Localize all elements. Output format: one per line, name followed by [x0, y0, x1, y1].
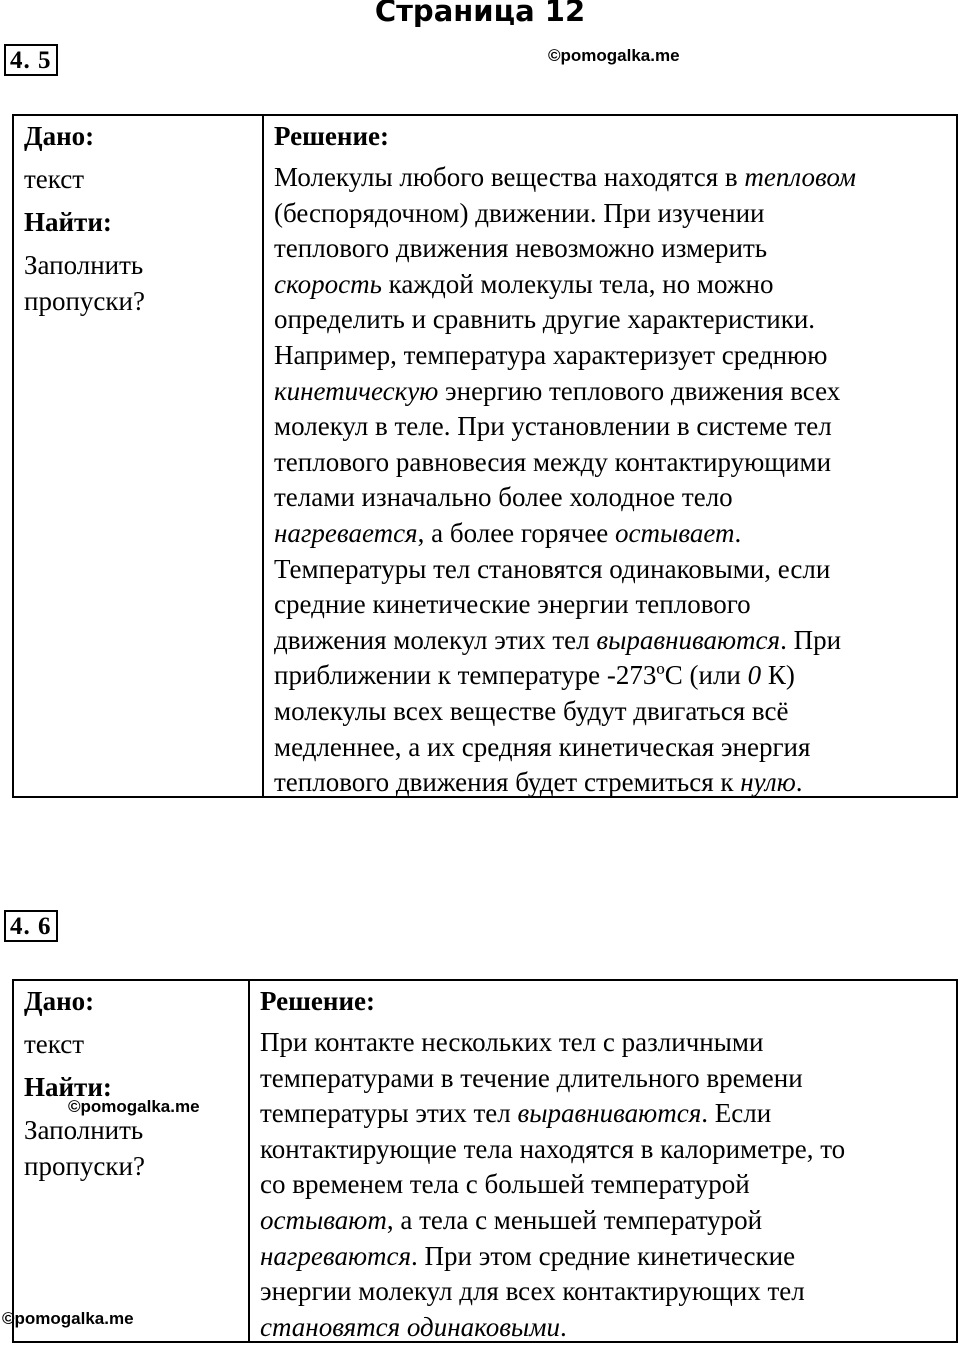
solution-line [274, 730, 946, 766]
text-run: Молекулы любого вещества находятся в [274, 162, 745, 192]
given-label: Дано: [24, 986, 95, 1016]
solution-line [260, 1132, 946, 1168]
text-run: Например, температура характеризует среднюю [274, 339, 828, 370]
find-value-line: Заполнить [24, 250, 144, 280]
solution-line [274, 516, 946, 552]
text-run: . При [780, 624, 842, 655]
solution-line [260, 1239, 946, 1275]
solution-line [260, 1203, 946, 1239]
italic-term: выравниваются [596, 624, 781, 655]
find-value-line: Заполнить [24, 1115, 144, 1145]
solution-column [264, 116, 956, 796]
task-number: 4. 5 [4, 44, 58, 76]
solution-line [274, 374, 946, 410]
solution-line [274, 267, 946, 303]
text-run: контактирующие тела находятся в калориметре, то [260, 1133, 846, 1164]
text-run: К) [761, 660, 795, 691]
solution-line [274, 445, 946, 481]
text-run: определить и сравнить другие характеристики. [274, 304, 816, 335]
text-run: молекулы всех веществе будут двигаться всё [274, 695, 789, 726]
text-run: каждой молекулы тела, но можно [381, 268, 774, 299]
text-run: теплового равновесия между контактирующими [274, 446, 832, 477]
task-table [12, 979, 958, 1343]
text-run: . [795, 767, 803, 798]
solution-line [260, 1096, 946, 1132]
text-run: . [734, 517, 742, 548]
solution-text [260, 1025, 946, 1345]
solution-line [274, 160, 946, 196]
text-run: со временем тела с большей температурой [260, 1169, 750, 1200]
text-run: движения молекул этих тел [274, 624, 597, 655]
italic-term: нулю [740, 767, 796, 798]
solution-line [274, 338, 946, 374]
solution-line [274, 623, 946, 659]
watermark: ©pomogalka.me [548, 46, 680, 65]
text-run: При контакте нескольких тел с различными [260, 1027, 764, 1057]
italic-term: выравниваются [517, 1098, 702, 1129]
solution-line [274, 302, 946, 338]
solution-line [274, 231, 946, 267]
solution-line [274, 658, 946, 694]
text-run: молекул в теле. При установлении в системе тел [274, 411, 832, 442]
text-run: температуры этих тел [260, 1098, 518, 1129]
watermark: ©pomogalka.me [2, 1309, 134, 1328]
solution-line [260, 1310, 946, 1345]
solution-label: Решение: [260, 986, 375, 1016]
text-run: , а более горячее [417, 517, 616, 548]
text-run: теплового движения невозможно измерить [274, 233, 768, 264]
text-run: . [559, 1311, 567, 1342]
text-run: приближении к температуре -273ºС (или [274, 660, 748, 691]
solution-line [274, 480, 946, 516]
page-title: Страница 12 [374, 0, 586, 28]
text-run: средние кинетические энергии теплового [274, 589, 751, 620]
solution-label: Решение: [274, 121, 389, 151]
solution-line [274, 694, 946, 730]
text-run: . При этом средние кинетические [411, 1240, 796, 1271]
text-run: (беспорядочном) движении. При изучении [274, 197, 765, 228]
solution-column [250, 981, 956, 1341]
given-column [14, 116, 264, 796]
text-run: энергии молекул для всех контактирующих тел [260, 1276, 805, 1307]
find-value-line: пропуски? [24, 1151, 145, 1181]
solution-text [274, 160, 946, 801]
solution-line [274, 587, 946, 623]
task-number: 4. 6 [4, 910, 58, 942]
text-run: теплового движения будет стремиться к [274, 767, 741, 798]
find-value-line: пропуски? [24, 286, 145, 316]
text-run: температурами в течение длительного времени [260, 1062, 803, 1093]
solution-line [260, 1061, 946, 1097]
text-run: телами изначально более холодное тело [274, 482, 733, 513]
text-run: медленнее, а их средняя кинетическая энергия [274, 731, 811, 762]
task-table [12, 114, 958, 798]
text-run: . Если [701, 1098, 772, 1129]
italic-term: 0 [747, 660, 762, 691]
given-label: Дано: [24, 121, 95, 151]
given-value: текст [24, 1029, 85, 1059]
given-value: текст [24, 164, 85, 194]
find-label: Найти: [24, 207, 112, 237]
solution-line [260, 1025, 946, 1061]
watermark: ©pomogalka.me [68, 1097, 200, 1116]
solution-line [274, 409, 946, 445]
text-run: Температуры тел становятся одинаковыми, если [274, 553, 831, 584]
italic-term: остывает [615, 517, 735, 548]
italic-term: остывают [260, 1204, 387, 1235]
text-run: , а тела с меньшей температурой [386, 1204, 763, 1235]
italic-term: скорость [274, 268, 382, 299]
find-label: Найти: [24, 1072, 112, 1102]
italic-term: тепловом [744, 162, 857, 192]
italic-term: нагревается [274, 517, 418, 548]
solution-line [260, 1167, 946, 1203]
solution-line [274, 765, 946, 801]
given-column [14, 981, 250, 1341]
text-run: энергию теплового движения всех [438, 375, 841, 406]
italic-term: становятся одинаковыми [260, 1311, 560, 1342]
solution-line [274, 196, 946, 232]
solution-line [260, 1274, 946, 1310]
italic-term: кинетическую [274, 375, 439, 406]
solution-line [274, 552, 946, 588]
italic-term: нагреваются [260, 1240, 412, 1271]
